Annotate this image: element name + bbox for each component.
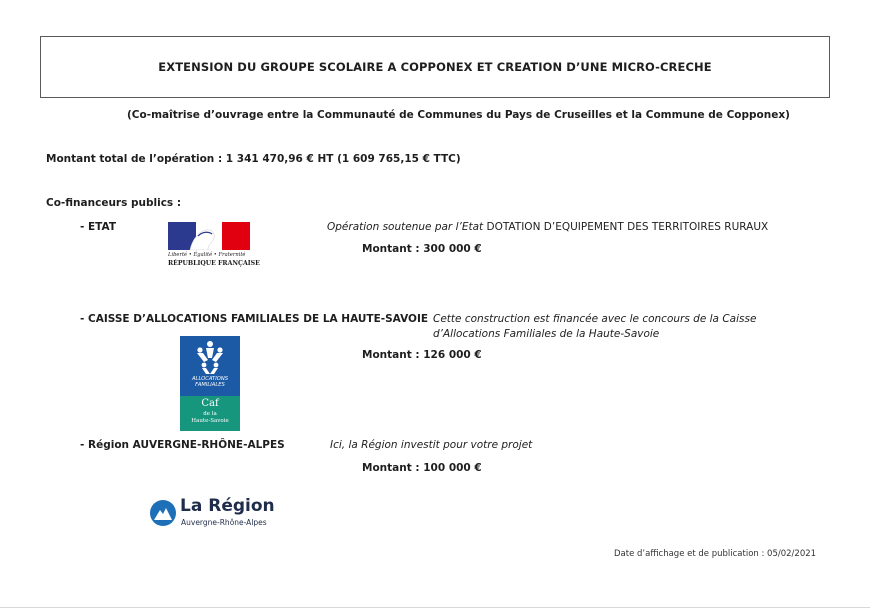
marianne-motto: Liberté • Égalité • Fraternité xyxy=(168,252,246,258)
financeur-caf-description-line1: Cette construction est financée avec le concours de la Caisse xyxy=(433,313,757,325)
financeur-caf-label: - CAISSE D’ALLOCATIONS FAMILIALES DE LA HAUTE-SAVOIE xyxy=(80,313,429,325)
cofinanceurs-label: Co-financeurs publics : xyxy=(46,197,182,209)
marianne-republique: RÉPUBLIQUE FRANÇAISE xyxy=(168,260,260,267)
la-region-logo xyxy=(150,496,280,530)
etat-description-plain: DOTATION D’EQUIPEMENT DES TERRITOIRES RURAUX xyxy=(486,221,769,233)
caf-dept-line2: Haute-Savoie xyxy=(191,418,229,424)
title-box xyxy=(40,36,830,98)
etat-description-italic: Opération soutenue par l’Etat xyxy=(327,221,484,233)
caf-logo xyxy=(180,336,240,431)
page-edge-divider xyxy=(0,607,870,608)
financeur-etat-montant: Montant : 300 000 € xyxy=(362,243,482,255)
financeur-caf-description-line2: d’Allocations Familiales de la Haute-Savoie xyxy=(433,328,660,340)
document-title: EXTENSION DU GROUPE SCOLAIRE A COPPONEX ET CREATION D’UNE MICRO-CRECHE xyxy=(158,60,712,74)
region-name: La Région xyxy=(180,496,275,516)
financeur-etat-label: - ETAT xyxy=(80,221,117,233)
caf-family-icon xyxy=(194,340,226,374)
financeur-region-montant: Montant : 100 000 € xyxy=(362,462,482,474)
caf-name: Caf xyxy=(201,398,219,409)
caf-alloc-text xyxy=(180,376,240,388)
montant-total: Montant total de l’opération : 1 341 470,96 € HT (1 609 765,15 € TTC) xyxy=(46,153,461,165)
caf-dept-line1: de la xyxy=(203,411,217,417)
marianne-flag-icon xyxy=(168,222,250,250)
financeur-etat-description xyxy=(327,221,768,233)
date-affichage: Date d’affichage et de publication : 05/02/2021 xyxy=(614,549,817,559)
caf-alloc-line1: ALLOCATIONS xyxy=(192,376,228,382)
region-mountain-icon xyxy=(154,506,172,520)
caf-alloc-line2: FAMILIALES xyxy=(195,382,225,388)
financeur-region-label: - Région AUVERGNE-RHÔNE-ALPES xyxy=(80,439,285,451)
republique-francaise-logo xyxy=(168,222,260,272)
financeur-region-description: Ici, la Région investit pour votre projet xyxy=(330,439,533,451)
caf-dept xyxy=(180,411,240,425)
region-sub: Auvergne-Rhône-Alpes xyxy=(181,518,267,527)
subtitle: (Co-maîtrise d’ouvrage entre la Communauté de Communes du Pays de Cruseilles et la Commune de Copponex) xyxy=(127,109,790,121)
financeur-caf-montant: Montant : 126 000 € xyxy=(362,349,482,361)
